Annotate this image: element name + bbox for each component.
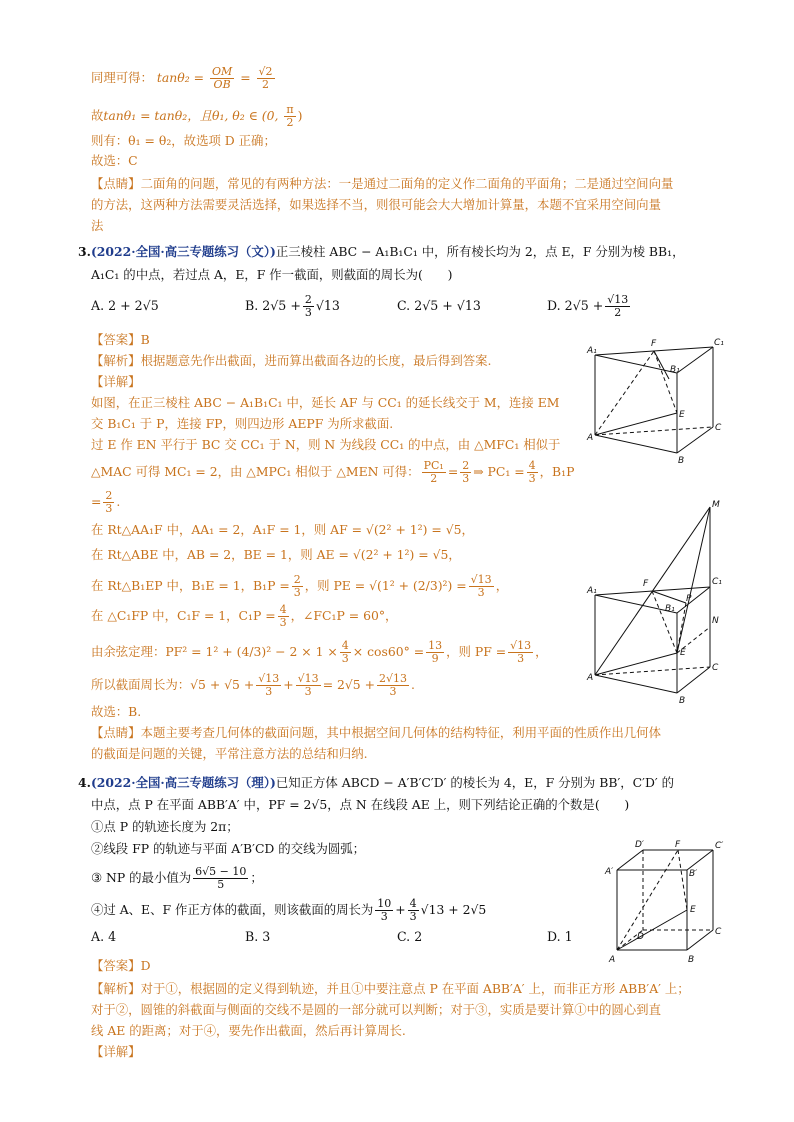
prism-figure-1 <box>585 335 735 470</box>
fig1-label-A1: A₁ <box>587 346 597 356</box>
q3-detail-6: 在 Rt△AA₁F 中，AA₁ = 2，A₁F = 1，则 AF = √(2² + 1²) = √5， <box>91 522 474 537</box>
q4-statement-1: ①点 P 的轨迹长度为 2π； <box>91 819 239 834</box>
q2-tip-line-2: 的方法，这两种方法需要灵活选择，如果选择不当，则很可能会大大增加计算量，本题不宜采用空间向量 <box>91 197 661 212</box>
fig3-label-A-prime: A′ <box>605 867 614 877</box>
fig3-label-B: B <box>688 955 695 965</box>
q3-option-a[interactable]: A. 2 + 2√5 <box>91 298 159 313</box>
fig1-label-E: E <box>679 410 685 420</box>
fig1-label-B: B <box>678 456 685 466</box>
q4-option-d[interactable]: D. 1 <box>547 929 573 944</box>
prism-figure-2 <box>585 495 735 705</box>
q2-tip-line-1: 【点睛】二面角的问题，常见的有两种方法：一是通过二面角的定义作二面角的平面角；二是通过空间向量 <box>91 176 674 191</box>
q4-answer: 【答案】D <box>91 958 151 973</box>
q3-detail-9: 在 △C₁FP 中，C₁F = 1，C₁P = $\frac{4}{3}$ ，∠FC₁P = 60°， <box>91 603 398 629</box>
q3-detail-12: 故选：B. <box>91 704 142 719</box>
q4-detail-tag: 【详解】 <box>91 1044 141 1059</box>
q4-statement-3: ③ NP 的最小值为 $\frac{6√5 - 10}{5}$ ； <box>91 865 263 891</box>
q3-tip-line-2: 的截面是问题的关键，平常注意方法的总结和归纳. <box>91 746 368 761</box>
q3-detail-1: 如图，在正三棱柱 ABC − A₁B₁C₁ 中，延长 AF 与 CC₁ 的延长线交于 M，连接 EM <box>91 395 560 410</box>
q4-option-b[interactable]: B. 3 <box>245 929 271 944</box>
q3-tip-line-1: 【点睛】本题主要考查几何体的截面问题，其中根据空间几何体的结构特征，利用平面的性质作出几何体 <box>91 725 661 740</box>
fig2-label-M: M <box>712 500 720 510</box>
q3-detail-8: 在 Rt△B₁EP 中，B₁E = 1，B₁P = $\frac{2}{3}$ ，则 PE = √(1² + (2/3)²) = $\frac{√13}{3}$ ， <box>91 573 509 599</box>
q4-option-a[interactable]: A. 4 <box>91 929 117 944</box>
fig1-label-C: C <box>715 423 722 433</box>
q3-detail-2: 交 B₁C₁ 于 P，连接 FP，则四边形 AEPF 为所求截面. <box>91 416 394 431</box>
q4-analysis-line-1: 【解析】对于①，根据圆的定义得到轨迹，并且①中要注意点 P 在平面 ABB′A′ 上，而非正方形 ABB′A′ 上； <box>91 981 690 996</box>
q4-statement-4: ④过 A、E、F 作正方体的截面，则该截面的周长为 $\frac{10}{3}$ + $\frac{4}{3}$ √13 + 2√5 <box>91 897 487 923</box>
fig3-label-D: D <box>637 932 644 942</box>
fig3-label-B-prime: B′ <box>689 869 698 879</box>
fig1-label-A: A <box>587 433 594 443</box>
q3-analysis: 【解析】根据题意先作出截面，进而算出截面各边的长度，最后得到答案. <box>91 353 492 368</box>
q3-detail-tag: 【详解】 <box>91 374 141 389</box>
fig3-label-F: F <box>675 840 681 850</box>
fig3-label-A: A <box>609 955 616 965</box>
fig2-label-P: P <box>686 594 692 604</box>
q2-line-1: 同理可得： tanθ₂ = $\frac{OM}{OB}$ = $\frac{√2}{2}$ <box>91 65 273 91</box>
fig2-label-B1: B₁ <box>665 604 675 614</box>
q2-line-2: 故tanθ₁ = tanθ₂，且θ₁, θ₂ ∈ (0, $\frac{\pi}{2}$ ) <box>91 103 303 129</box>
q3-detail-7: 在 Rt△ABE 中，AB = 2，BE = 1，则 AE = √(2² + 1²) = √5， <box>91 547 461 562</box>
cube-figure <box>605 838 735 968</box>
q2-line-4: 故选：C <box>91 153 138 168</box>
q2-line-3: 则有：θ₁ = θ₂，故选项 D 正确； <box>91 133 276 148</box>
q4-analysis-line-2: 对于②，圆锥的斜截面与侧面的交线不是圆的一部分就可以判断；对于③，实质是要计算①中的圆心到直 <box>91 1002 661 1017</box>
fig2-label-N: N <box>712 616 719 626</box>
q4-option-c[interactable]: C. 2 <box>397 929 423 944</box>
q3-option-b[interactable]: B. 2√5 + $\frac{2}{3}$ √13 <box>245 293 340 319</box>
fig1-label-B1: B₁ <box>670 365 680 375</box>
fig3-label-E: E <box>690 905 696 915</box>
q3-stem-line-2: A₁C₁ 的中点，若过点 A，E，F 作一截面，则截面的周长为( ) <box>91 267 453 282</box>
q4-stem-line-1: 4.(2022·全国·高三专题练习（理）)已知正方体 ABCD − A′B′C′D′ 的棱长为 4，E，F 分别为 BB′，C′D′ 的 <box>78 775 675 790</box>
fig2-label-B: B <box>679 696 686 706</box>
q3-option-d[interactable]: D. 2√5 + $\frac{√13}{2}$ <box>547 293 629 319</box>
q3-detail-5: = $\frac{2}{3}$ . <box>91 489 121 515</box>
fig2-label-C: C <box>712 663 719 673</box>
q4-analysis-line-3: 线 AE 的距离；对于④，要先作出截面，然后再计算周长. <box>91 1023 406 1038</box>
q3-detail-3: 过 E 作 EN 平行于 BC 交 CC₁ 于 N，则 N 为线段 CC₁ 的中点，由 △MFC₁ 相似于 <box>91 437 561 452</box>
fig3-label-C-prime: C′ <box>715 841 724 851</box>
q2-tip-line-3: 法 <box>91 218 104 233</box>
fig2-label-F: F <box>643 579 649 589</box>
q3-detail-11: 所以截面周长为：√5 + √5 + $\frac{√13}{3}$ + $\frac{√13}{3}$ = 2√5 + $\frac{2√13}{3}$ . <box>91 672 415 698</box>
q4-statement-2: ②线段 FP 的轨迹与平面 A′B′CD 的交线为圆弧； <box>91 841 366 856</box>
fig2-label-A: A <box>587 673 594 683</box>
q4-stem-line-2: 中点，点 P 在平面 ABB′A′ 中，PF = 2√5，点 N 在线段 AE 上，则下列结论正确的个数是( ) <box>91 797 630 812</box>
fig3-label-C: C <box>715 927 722 937</box>
fig3-label-D-prime: D′ <box>635 840 644 850</box>
q3-detail-4: △MAC 可得 MC₁ = 2，由 △MPC₁ 相似于 △MEN 可得： $\frac{\text{PC₁}}{2}$ = $\frac{2}{3}$ ⇒ PC₁ = $\frac{4}{3}$ ，B₁P <box>91 459 575 485</box>
fig2-label-C1: C₁ <box>712 577 722 587</box>
q3-option-c[interactable]: C. 2√5 + √13 <box>397 298 481 313</box>
fig1-label-F: F <box>651 339 657 349</box>
q3-detail-10: 由余弦定理：PF² = 1² + (4/3)² − 2 × 1 × $\frac{4}{3}$ × cos60° = $\frac{13}{9}$ ，则 PF = $\frac{√13}{3}$ ， <box>91 639 548 665</box>
fig2-label-A1: A₁ <box>587 586 597 596</box>
fig1-label-C1: C₁ <box>714 338 724 348</box>
fig2-label-E: E <box>680 648 686 658</box>
q3-stem-line-1: 3.(2022·全国·高三专题练习（文）)正三棱柱 ABC − A₁B₁C₁ 中，所有棱长均为 2，点 E，F 分别为棱 BB₁， <box>78 244 685 259</box>
q3-answer: 【答案】B <box>91 332 150 347</box>
